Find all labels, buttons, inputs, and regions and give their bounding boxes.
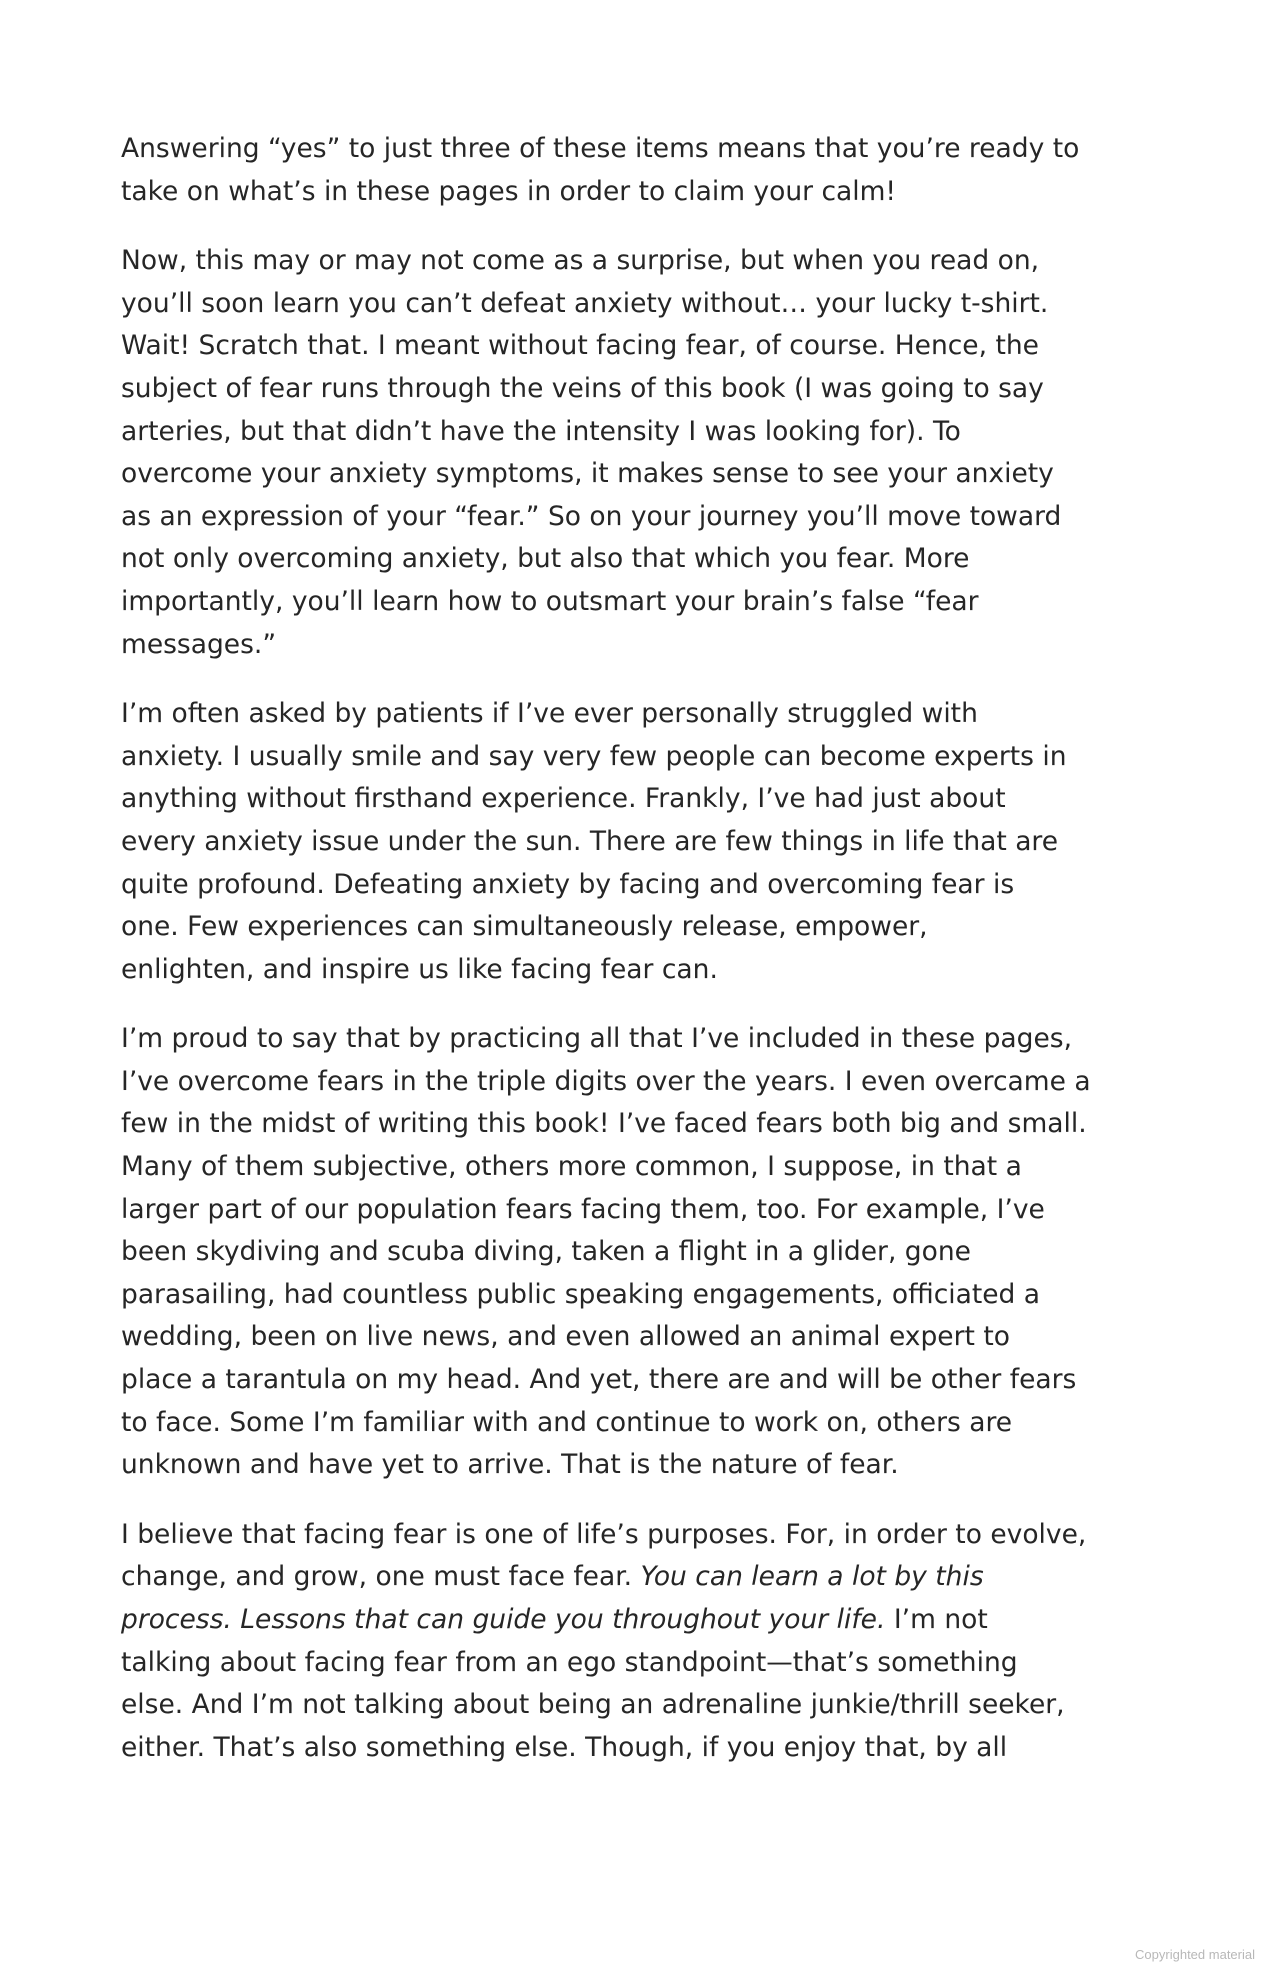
text-line: one. Few experiences can simultaneously release, empower,	[121, 911, 928, 943]
text-line: unknown and have yet to arrive. That is the nature of fear.	[121, 1449, 899, 1481]
text-line: take on what’s in these pages in order to claim your calm!	[121, 175, 897, 207]
text-line: I believe that facing fear is one of life’s purposes. For, in order to evolve,	[121, 1518, 1087, 1550]
paragraph-4	[121, 1018, 1151, 1487]
text-line: few in the midst of writing this book! I’ve faced fears both big and small.	[121, 1108, 1087, 1140]
text-line: subject of fear runs through the veins of this book (I was going to say	[121, 372, 1044, 404]
paragraph-3	[121, 693, 1151, 991]
text-line: enlighten, and inspire us like facing fear can.	[121, 953, 718, 985]
paragraph-1	[121, 128, 1151, 213]
text-line: Answering “yes” to just three of these items means that you’re ready to	[121, 133, 1080, 164]
text-line: as an expression of your “fear.” So on your journey you’ll move toward	[121, 500, 1062, 532]
body-text	[121, 128, 1151, 1796]
text-line: quite profound. Defeating anxiety by facing and overcoming fear is	[121, 868, 1015, 900]
text-line: Now, this may or may not come as a surprise, but when you read on,	[121, 245, 1040, 277]
text-line: place a tarantula on my head. And yet, there are and will be other fears	[121, 1364, 1077, 1396]
text-line: talking about facing fear from an ego standpoint—that’s something	[121, 1646, 1018, 1678]
text-line: Many of them subjective, others more common, I suppose, in that a	[121, 1151, 1022, 1183]
text-line-mixed	[121, 1556, 1151, 1599]
text-line: not only overcoming anxiety, but also that which you fear. More	[121, 543, 970, 575]
text-line: wedding, been on live news, and even allowed an animal expert to	[121, 1321, 1010, 1353]
text-line: I’ve overcome fears in the triple digits over the years. I even overcame a	[121, 1065, 1091, 1097]
text-line: I’m often asked by patients if I’ve ever personally struggled with	[121, 698, 978, 730]
text-line: arteries, but that didn’t have the intensity I was looking for). To	[121, 415, 961, 447]
text-line: importantly, you’ll learn how to outsmart your brain’s false “fear	[121, 585, 979, 617]
text-run: change, and grow, one must face fear.	[121, 1561, 641, 1593]
text-line: anything without firsthand experience. Frankly, I’ve had just about	[121, 783, 1006, 815]
italic-text-run: process. Lessons that can guide you throughout your life.	[121, 1604, 886, 1635]
text-line: messages.”	[121, 628, 277, 660]
text-line-mixed	[121, 1599, 1151, 1642]
text-line: to face. Some I’m familiar with and continue to work on, others are	[121, 1406, 1013, 1438]
text-line: either. That’s also something else. Though, if you enjoy that, by all	[121, 1731, 1008, 1763]
italic-text-run: You can learn a lot by this	[640, 1561, 984, 1593]
paragraph-2	[121, 240, 1151, 666]
text-line: every anxiety issue under the sun. There are few things in life that are	[121, 825, 1059, 857]
text-line: I’m proud to say that by practicing all that I’ve included in these pages,	[121, 1023, 1073, 1055]
text-line: you’ll soon learn you can’t defeat anxiety without… your lucky t-shirt.	[121, 287, 1049, 319]
paragraph-5	[121, 1514, 1151, 1770]
text-line: parasailing, had countless public speaking engagements, officiated a	[121, 1278, 1041, 1310]
text-line: else. And I’m not talking about being an adrenaline junkie/thrill seeker,	[121, 1689, 1065, 1721]
text-line: Wait! Scratch that. I meant without facing fear, of course. Hence, the	[121, 330, 1039, 362]
copyright-watermark: Copyrighted material	[1135, 1947, 1255, 1962]
text-run: I’m not	[885, 1604, 988, 1635]
text-line: larger part of our population fears facing them, too. For example, I’ve	[121, 1193, 1045, 1225]
text-line: anxiety. I usually smile and say very few people can become experts in	[121, 740, 1067, 772]
text-line: overcome your anxiety symptoms, it makes sense to see your anxiety	[121, 458, 1054, 490]
text-line: been skydiving and scuba diving, taken a flight in a glider, gone	[121, 1236, 971, 1268]
